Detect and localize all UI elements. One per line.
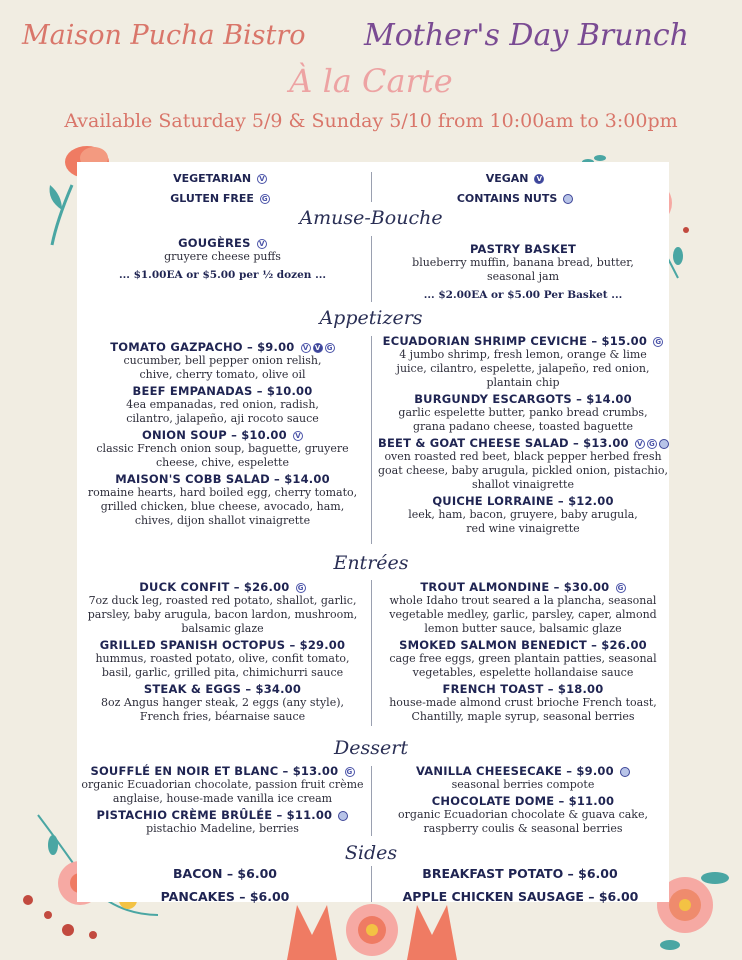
column-divider: [371, 336, 372, 544]
item-name: GRILLED SPANISH OCTOPUS – $29.00: [99, 638, 346, 652]
contains-nuts-icon: [563, 194, 573, 204]
side-apple-chicken-sausage: APPLE CHICKEN SAUSAGE – $6.00: [402, 889, 639, 904]
gluten-free-icon: G: [653, 337, 663, 347]
item-description: romaine hearts, hard boiled egg, cherry tomato, grilled chicken, blue cheese, avocado, ham, chives, dijon shallot vinaigrette: [87, 486, 358, 527]
menu-item: [378, 794, 668, 836]
mom-letters-decoration: [282, 895, 462, 960]
item-name: SMOKED SALMON BENEDICT – $26.00: [399, 638, 647, 652]
vegan-icon: V: [534, 174, 544, 184]
item-name: BEET & GOAT CHEESE SALAD – $13.00: [378, 436, 629, 450]
legend-gluten-free: GLUTEN FREE G: [150, 192, 290, 205]
column-divider: [371, 580, 372, 726]
item-description: 4ea empanadas, red onion, radish, cilantro, jalapeño, aji rocoto sauce: [126, 398, 319, 425]
column-divider: [371, 766, 372, 836]
column-divider: [371, 236, 372, 302]
menu-item: [80, 638, 365, 680]
item-description: 8oz Angus hanger steak, 2 eggs (any style), French fries, béarnaise sauce: [100, 696, 344, 723]
section-title-sides: Sides: [344, 842, 398, 864]
item-description: blueberry muffin, banana bread, butter, seasonal jam: [412, 256, 634, 283]
vegetarian-icon: V: [257, 174, 267, 184]
menu-item: [80, 472, 365, 528]
gluten-free-icon: G: [616, 583, 626, 593]
item-description: gruyere cheese puffs: [164, 250, 281, 263]
contains-nuts-icon: [659, 439, 669, 449]
vegetarian-icon: V: [635, 439, 645, 449]
event-title: Mother's Day Brunch: [364, 18, 690, 53]
item-name: STEAK & EGGS – $34.00: [143, 682, 302, 696]
item-description: oven roasted red beet, black pepper herbed fresh goat cheese, baby arugula, pickled onion, pistachio, shallot vinaigrette: [378, 450, 668, 491]
item-description: hummus, roasted potato, olive, confit tomato, basil, garlic, grilled pita, chimichurri sauce: [95, 652, 350, 679]
gluten-free-icon: G: [260, 194, 270, 204]
item-name: BEEF EMPANADAS – $10.00: [132, 384, 313, 398]
gluten-free-icon: G: [345, 767, 355, 777]
contains-nuts-icon: [620, 767, 630, 777]
item-name: ONION SOUP – $10.00: [141, 428, 287, 442]
side-pancakes: PANCAKES – $6.00: [160, 889, 290, 904]
menu-item: [378, 764, 668, 792]
menu-item: [378, 494, 668, 536]
item-description: 4 jumbo shrimp, fresh lemon, orange & lime juice, cilantro, espelette, jalapeño, red onion, plantain chip: [396, 348, 650, 389]
section-title-entrees: Entrées: [333, 552, 409, 574]
menu-item: [378, 392, 668, 434]
menu-item: [80, 340, 365, 382]
menu-item: [378, 638, 668, 680]
section-title-dessert: Dessert: [334, 737, 408, 759]
item-description: 7oz duck leg, roasted red potato, shallot, garlic, parsley, baby arugula, bacon lardon, mushroom, balsamic glaze: [87, 594, 358, 635]
item-name: PISTACHIO CRÈME BRÛLÉE – $11.00: [96, 808, 333, 822]
item-description: classic French onion soup, baguette, gruyere cheese, chive, espelette: [96, 442, 349, 469]
legend-vegan: VEGAN V: [440, 172, 590, 185]
vegetarian-icon: V: [257, 239, 267, 249]
item-name: FRENCH TOAST – $18.00: [442, 682, 604, 696]
menu-item: [80, 808, 365, 836]
section-title-appetizers: Appetizers: [319, 307, 423, 329]
menu-item: [378, 436, 668, 492]
item-description: garlic espelette butter, panko bread crumbs, grana padano cheese, toasted baguette: [398, 406, 648, 433]
vegetarian-icon: V: [293, 431, 303, 441]
dessert-right: [378, 764, 668, 838]
menu-item: [378, 580, 668, 636]
menu-item: [80, 428, 365, 470]
availability-line: Available Saturday 5/9 & Sunday 5/10 from 10:00am to 3:00pm: [64, 110, 678, 132]
item-name: MAISON'S COBB SALAD – $14.00: [115, 472, 330, 486]
menu-item: [80, 682, 365, 724]
item-description: seasonal berries compote: [451, 778, 595, 791]
item-description: organic Ecuadorian chocolate, passion fruit crème anglaise, house-made vanilla ice cream: [81, 778, 364, 805]
amuse-left: [80, 236, 365, 283]
side-bacon: BACON – $6.00: [173, 866, 277, 881]
menu-item: [378, 242, 668, 301]
item-name: BURGUNDY ESCARGOTS – $14.00: [414, 392, 632, 406]
menu-item: [80, 236, 365, 281]
item-name: ECUADORIAN SHRIMP CEVICHE – $15.00: [382, 334, 648, 348]
item-name: TROUT ALMONDINE – $30.00: [420, 580, 610, 594]
item-name: TOMATO GAZPACHO – $9.00: [110, 340, 295, 354]
side-breakfast-potato: BREAKFAST POTATO – $6.00: [422, 866, 618, 881]
item-name: PASTRY BASKET: [469, 242, 577, 256]
vegetarian-icon: V: [301, 343, 311, 353]
menu-item: [378, 334, 668, 390]
gluten-free-icon: G: [647, 439, 657, 449]
appetizers-right: [378, 334, 668, 538]
item-name: CHOCOLATE DOME – $11.00: [431, 794, 615, 808]
item-description: leek, ham, bacon, gruyere, baby arugula, red wine vinaigrette: [408, 508, 638, 535]
item-description: pistachio Madeline, berries: [146, 822, 299, 835]
item-name: SOUFFLÉ EN NOIR ET BLANC – $13.00: [90, 764, 339, 778]
menu-item: [80, 764, 365, 806]
item-description: cucumber, bell pepper onion relish, chive, cherry tomato, olive oil: [123, 354, 322, 381]
contains-nuts-icon: [338, 811, 348, 821]
column-divider: [371, 866, 372, 902]
section-title-amuse-bouche: Amuse-Bouche: [299, 207, 443, 229]
gluten-free-icon: G: [296, 583, 306, 593]
item-pricing: ... $1.00EA or $5.00 per ½ dozen ...: [118, 269, 327, 281]
item-name: VANILLA CHEESECAKE – $9.00: [415, 764, 614, 778]
legend-contains-nuts: CONTAINS NUTS: [440, 192, 590, 205]
menu-subtitle: À la Carte: [289, 62, 453, 100]
amuse-right: [378, 242, 668, 303]
item-description: organic Ecuadorian chocolate & guava cake, raspberry coulis & seasonal berries: [398, 808, 648, 835]
item-description: cage free eggs, green plantain patties, seasonal vegetables, espelette hollandaise sauce: [389, 652, 657, 679]
appetizers-left: [80, 340, 365, 530]
entrees-right: [378, 580, 668, 726]
item-description: house-made almond crust brioche French toast, Chantilly, maple syrup, seasonal berries: [389, 696, 657, 723]
item-name: DUCK CONFIT – $26.00: [139, 580, 290, 594]
legend-vegetarian: VEGETARIAN V: [150, 172, 290, 185]
item-description: whole Idaho trout seared a la plancha, seasonal vegetable medley, garlic, parsley, caper, almond lemon butter sauce, balsamic glaze: [389, 594, 657, 635]
item-name: GOUGÈRES: [178, 236, 251, 250]
item-name: QUICHE LORRAINE – $12.00: [432, 494, 614, 508]
vegan-icon: V: [313, 343, 323, 353]
menu-item: [80, 580, 365, 636]
menu-item: [80, 384, 365, 426]
dessert-left: [80, 764, 365, 838]
entrees-left: [80, 580, 365, 726]
item-pricing: ... $2.00EA or $5.00 Per Basket ...: [423, 289, 623, 301]
menu-item: [378, 682, 668, 724]
bistro-name: Maison Pucha Bistro: [22, 20, 306, 51]
column-divider: [371, 172, 372, 202]
gluten-free-icon: G: [325, 343, 335, 353]
